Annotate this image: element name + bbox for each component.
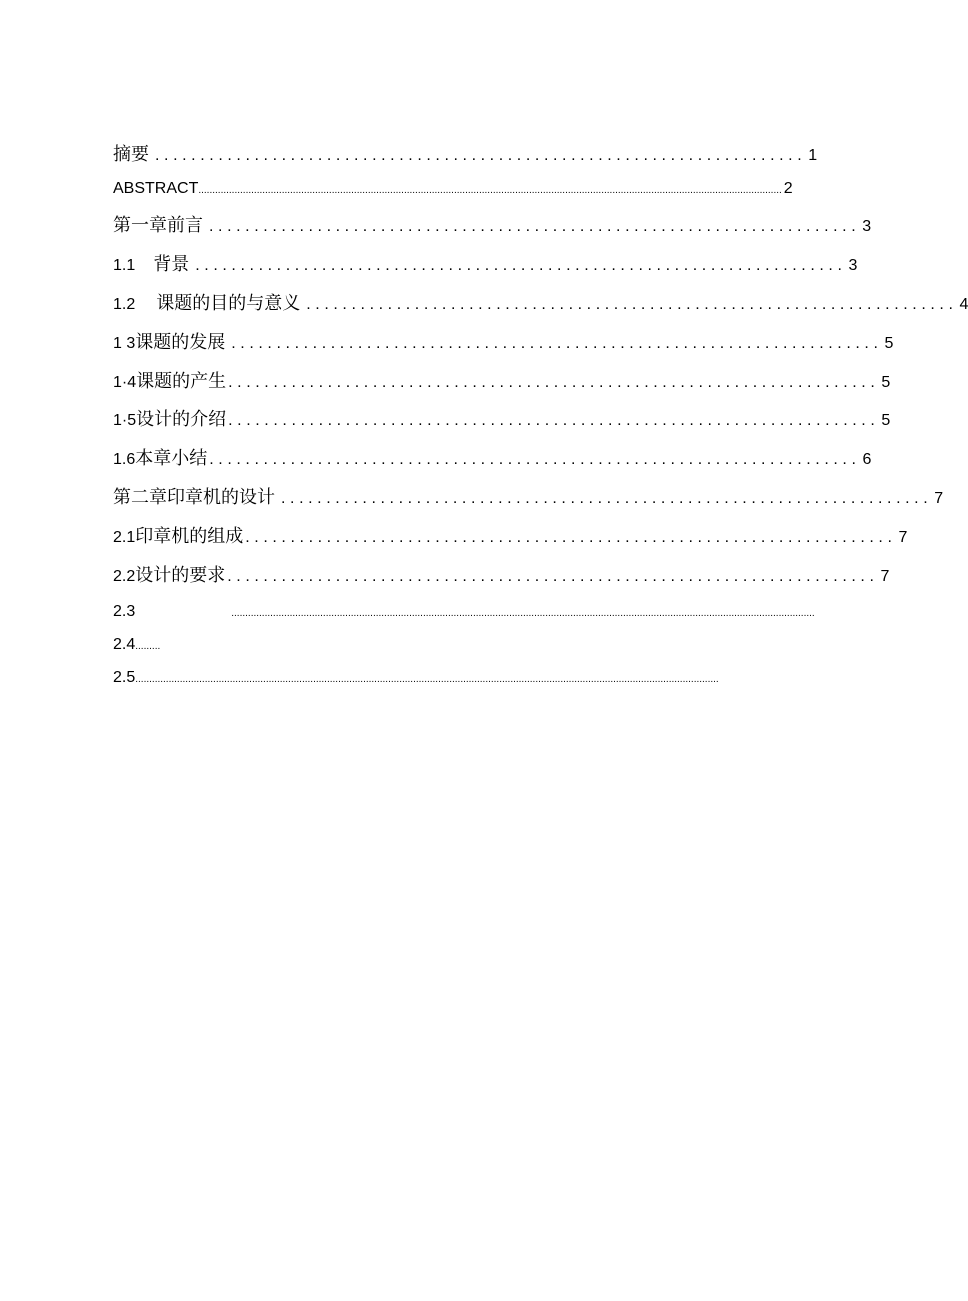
toc-entry-label: 课题的产生 xyxy=(136,371,227,392)
toc-page-number: 7 xyxy=(898,529,908,546)
toc-entry-label: 本章小结 xyxy=(135,448,208,469)
toc-dot-leader: ........................................................................ xyxy=(245,529,897,546)
toc-page-number: 5 xyxy=(881,412,891,429)
toc-section-number: 2.2 xyxy=(113,568,136,585)
toc-page-number: 7 xyxy=(934,490,944,507)
toc-entry-label: 第一章前言 xyxy=(113,215,203,236)
toc-dot-leader: ........................................................................ xyxy=(227,568,879,585)
toc-entry-chapter-2[interactable] xyxy=(113,484,944,512)
toc-dot-leader: ........................................................................ xyxy=(155,147,807,164)
toc-dot-leader: ........................................................................ xyxy=(281,490,933,507)
toc-page-number: 3 xyxy=(862,218,872,235)
toc-entry-1-4[interactable] xyxy=(113,368,891,396)
toc-section-number: 1.1 xyxy=(113,257,136,274)
toc-page-number: 7 xyxy=(880,568,890,585)
toc-entry-chapter-1[interactable] xyxy=(113,212,872,240)
toc-entry-2-1[interactable] xyxy=(113,523,908,551)
toc-page-number: 5 xyxy=(881,374,891,391)
toc-entry-1-2[interactable] xyxy=(113,290,968,318)
toc-entry-label: 课题的目的与意义 xyxy=(156,293,301,314)
toc-dot-leader: ........................................................................ xyxy=(228,374,880,391)
toc-entry-2-2[interactable] xyxy=(113,562,890,590)
toc-section-number: 2.1 xyxy=(113,529,136,546)
toc-entry-label: 课题的发展 xyxy=(135,332,226,353)
toc-entry-label: ABSTRACT xyxy=(113,180,199,197)
toc-entry-label: 第二章印章机的设计 xyxy=(113,487,275,508)
toc-entry-abstract-cn[interactable] xyxy=(113,141,818,169)
toc-page-number: 3 xyxy=(848,257,858,274)
toc-entry-abstract-en[interactable] xyxy=(113,175,793,203)
toc-dot-leader: ........................................................................ xyxy=(209,218,861,235)
toc-page-number: 4 xyxy=(959,296,968,313)
toc-section-number: 2.3 xyxy=(113,603,136,620)
toc-section-number: 1 3 xyxy=(113,335,136,352)
toc-section-number: 1·5 xyxy=(113,412,137,429)
toc-entry-1-1[interactable] xyxy=(113,251,858,279)
toc-dot-leader: .................................................................................................................................................................................................................. xyxy=(135,674,719,685)
toc-entry-label: 印章机的组成 xyxy=(135,526,244,547)
toc-entry-label: 摘要 xyxy=(113,144,149,165)
toc-entry-label: 设计的介绍 xyxy=(136,409,227,430)
toc-dot-leader: ........................................................................ xyxy=(209,451,861,468)
toc-page-number: 6 xyxy=(862,451,872,468)
toc-dot-leader: .................................................................................................................................................................................................................. xyxy=(231,608,815,619)
toc-page-number: 1 xyxy=(808,147,818,164)
toc-entry-2-3[interactable] xyxy=(113,598,815,626)
toc-dot-leader: ........................................................................ xyxy=(228,412,880,429)
toc-entry-1-5[interactable] xyxy=(113,406,891,434)
toc-section-number: 1·4 xyxy=(113,374,137,391)
toc-section-number: 2.4 xyxy=(113,636,136,653)
toc-entry-2-4[interactable] xyxy=(113,631,193,659)
toc-entry-2-5[interactable] xyxy=(113,664,727,692)
toc-dot-leader: .................................................................................................................................................................................................................. xyxy=(198,185,782,196)
toc-page-number: 2 xyxy=(783,180,793,197)
toc-dot-leader: ........................................................................ xyxy=(306,296,958,313)
toc-entry-label: 背景 xyxy=(153,254,190,275)
toc-section-number: 2.5 xyxy=(113,669,136,686)
toc-section-number: 1.2 xyxy=(113,296,136,313)
toc-page-number: 5 xyxy=(884,335,894,352)
toc-section-number: 1.6 xyxy=(113,451,136,468)
toc-entry-1-3[interactable] xyxy=(113,329,894,357)
toc-dot-leader: ........................................................................ xyxy=(195,257,847,274)
toc-entry-label: 设计的要求 xyxy=(135,565,226,586)
toc-dot-leader: ........................................................................ xyxy=(231,335,883,352)
toc-entry-1-6[interactable] xyxy=(113,445,872,473)
toc-dot-leader: ......... xyxy=(135,641,161,652)
